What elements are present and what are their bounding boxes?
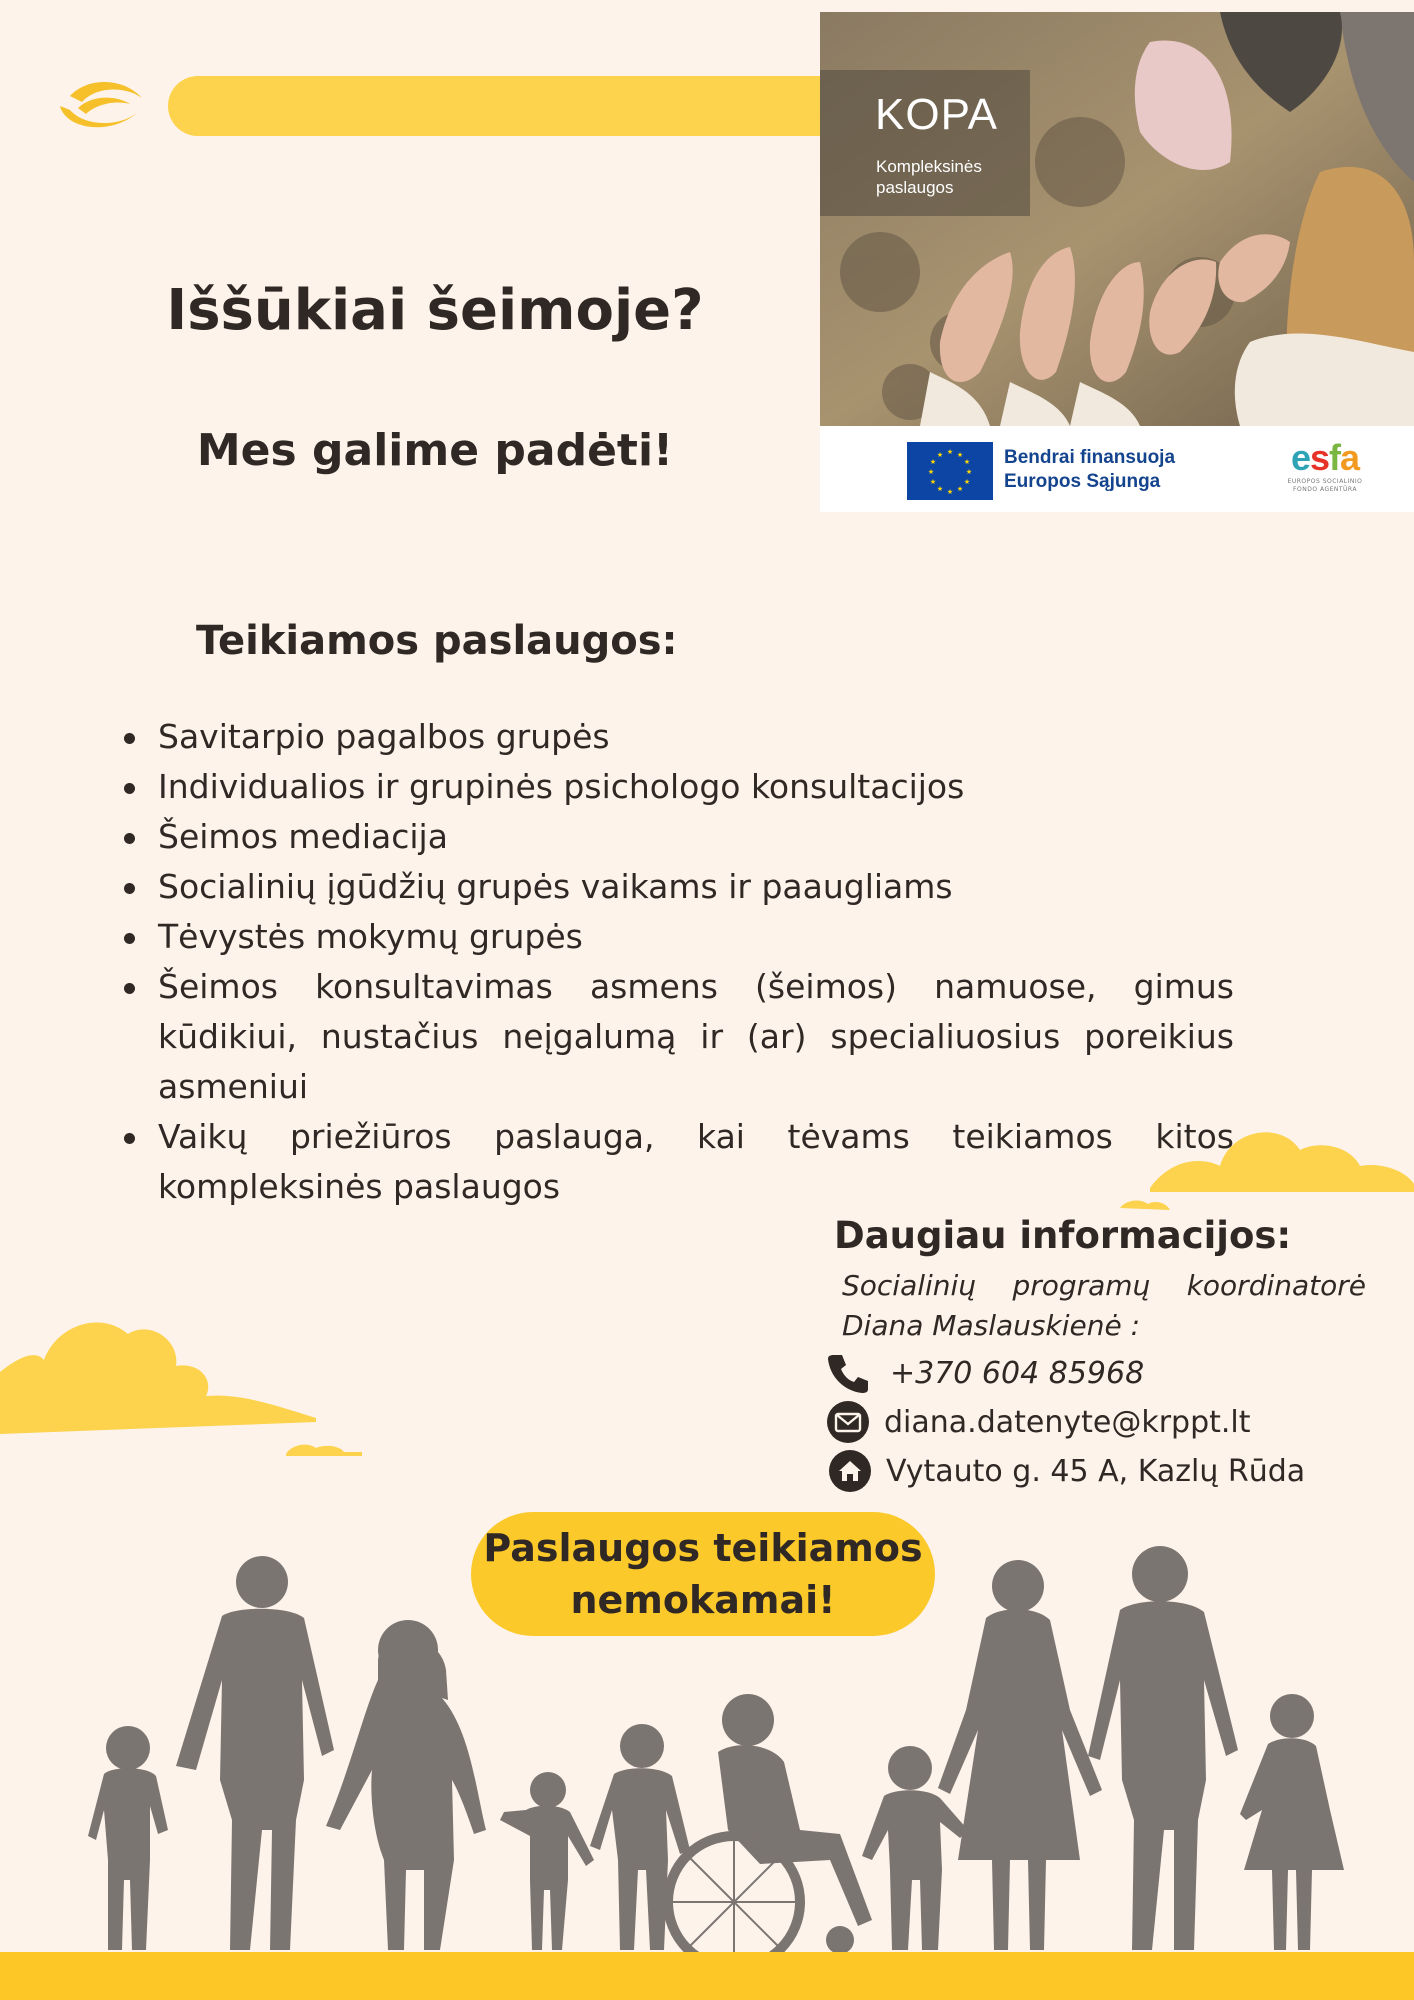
coordinator-name: Socialinių programų koordinatorė Diana Maslauskienė :: [842, 1269, 1366, 1342]
eu-funding-line1: Bendrai finansuoja: [1004, 447, 1176, 468]
phone-row[interactable]: [826, 1350, 1144, 1396]
free-services-badge: [471, 1512, 935, 1636]
svg-text:★: ★: [936, 485, 944, 493]
main-headline: Iššūkiai šeimoje?: [166, 278, 704, 343]
swirl-logo-icon: [56, 74, 146, 134]
svg-text:★: ★: [963, 458, 971, 466]
hands-in-sand-photo: [820, 12, 1414, 426]
svg-text:★: ★: [929, 458, 937, 466]
svg-text:★: ★: [936, 451, 944, 459]
svg-text:★: ★: [929, 478, 937, 486]
header-accent-bar: [168, 76, 828, 136]
phone-number[interactable]: +370 604 85968: [890, 1355, 1145, 1391]
list-item: Šeimos konsultavimas asmens (šeimos) namuose, gimus kūdikiui, nustačius neįgalumą ir (ar) specialiuosius poreikius asmeniui: [122, 962, 1234, 1112]
eu-flag-icon: [907, 442, 993, 500]
cloud-left-icon: [0, 1300, 370, 1470]
svg-text:★: ★: [965, 468, 973, 476]
eu-funding-text: [1004, 446, 1175, 494]
services-title: Teikiamos paslaugos:: [196, 618, 678, 664]
list-item: Vaikų priežiūros paslauga, kai tėvams teikiamos kitos kompleksinės paslaugos: [122, 1112, 1234, 1212]
project-photo-panel: [820, 12, 1414, 512]
esfa-logo: esfa EUROPOS SOCIALINIO FONDO AGENTŪRA: [1280, 440, 1370, 494]
list-item: Socialinių įgūdžių grupės vaikams ir paaugliams: [122, 862, 1234, 912]
list-item: Tėvystės mokymų grupės: [122, 912, 1234, 962]
kopa-subtitle: Kompleksinės paslaugos: [876, 157, 982, 197]
kopa-label-box: [820, 70, 1030, 216]
more-info-title: Daugiau informacijos:: [834, 1214, 1292, 1257]
svg-text:★: ★: [956, 485, 964, 493]
list-item: Savitarpio pagalbos grupės: [122, 712, 1234, 762]
badge-line2: nemokamai!: [570, 1578, 836, 1622]
sub-headline: Mes galime padėti!: [196, 425, 674, 476]
svg-text:★: ★: [956, 451, 964, 459]
badge-line1: Paslaugos teikiamos: [483, 1526, 923, 1570]
services-list: [122, 712, 1234, 1212]
list-item: Individualios ir grupinės psichologo konsultacijos: [122, 762, 1234, 812]
email-address[interactable]: diana.datenyte@krppt.lt: [884, 1404, 1251, 1440]
esfa-small-text: EUROPOS SOCIALINIO FONDO AGENTŪRA: [1287, 478, 1363, 493]
address-text: Vytauto g. 45 A, Kazlų Rūda: [886, 1453, 1306, 1489]
svg-text:★: ★: [963, 478, 971, 486]
home-icon: [828, 1449, 872, 1493]
email-row[interactable]: [826, 1399, 1251, 1445]
address-row: [828, 1448, 1305, 1494]
svg-text:★: ★: [946, 488, 954, 496]
ground-strip: [0, 1952, 1414, 2000]
svg-text:★: ★: [927, 468, 935, 476]
funding-strip: [820, 426, 1414, 512]
eu-funding-line2: Europos Sąjunga: [1004, 471, 1161, 492]
phone-icon: [826, 1351, 870, 1395]
cloud-right-icon: [1110, 1100, 1414, 1220]
list-item: Šeimos mediacija: [122, 812, 1234, 862]
svg-text:★: ★: [946, 448, 954, 456]
kopa-title: KOPA: [875, 90, 999, 139]
mail-icon: [826, 1400, 870, 1444]
